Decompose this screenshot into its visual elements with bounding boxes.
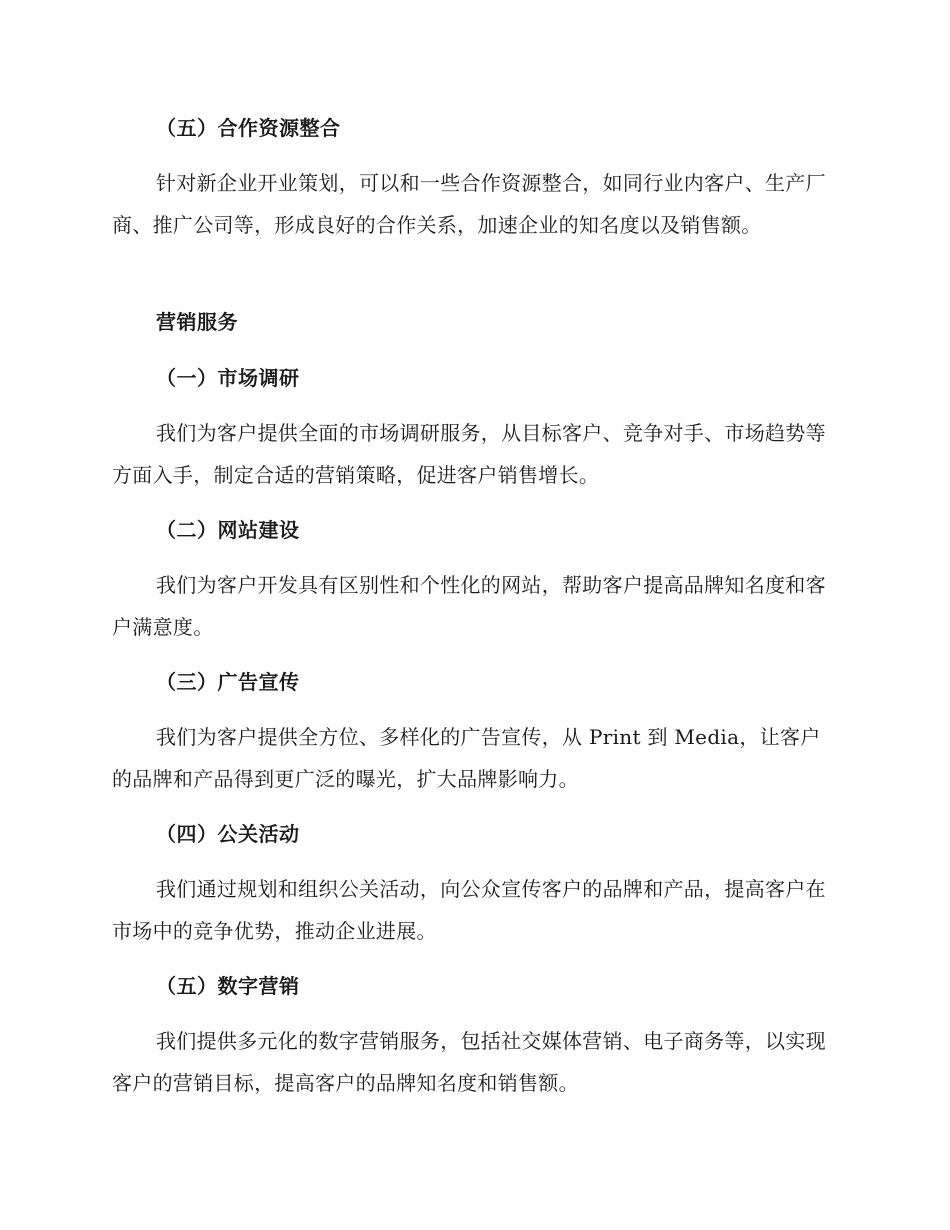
- paragraph-public-relations: 我们通过规划和组织公关活动，向公众宣传客户的品牌和产品，提高客户在市场中的竞争优势，推动企业进展。: [112, 877, 826, 943]
- paragraph-website-building: 我们为客户开发具有区别性和个性化的网站，帮助客户提高品牌知名度和客户满意度。: [112, 573, 826, 639]
- section-heading-cooperation-resources: （五）合作资源整合: [156, 116, 341, 140]
- section-heading-digital-marketing: （五）数字营销: [156, 974, 300, 998]
- paragraph-market-research: 我们为客户提供全面的市场调研服务，从目标客户、竞争对手、市场趋势等方面入手，制定合适的营销策略，促进客户销售增长。: [112, 421, 826, 487]
- paragraph-advertising: 我们为客户提供全方位、多样化的广告宣传，从 Print 到 Media，让客户的品牌和产品得到更广泛的曝光，扩大品牌影响力。: [112, 725, 821, 791]
- paragraph-digital-marketing: 我们提供多元化的数字营销服务，包括社交媒体营销、电子商务等，以实现客户的营销目标，提高客户的品牌知名度和销售额。: [112, 1029, 826, 1095]
- section-heading-market-research: （一）市场调研: [156, 366, 300, 390]
- section-heading-advertising: （三）广告宣传: [156, 670, 300, 694]
- section-heading-public-relations: （四）公关活动: [156, 822, 300, 846]
- paragraph-cooperation-resources: 针对新企业开业策划，可以和一些合作资源整合，如同行业内客户、生产厂商、推广公司等，形成良好的合作关系，加速企业的知名度以及销售额。: [112, 171, 826, 237]
- section-heading-marketing-services: 营销服务: [156, 310, 238, 334]
- section-heading-website-building: （二）网站建设: [156, 518, 300, 542]
